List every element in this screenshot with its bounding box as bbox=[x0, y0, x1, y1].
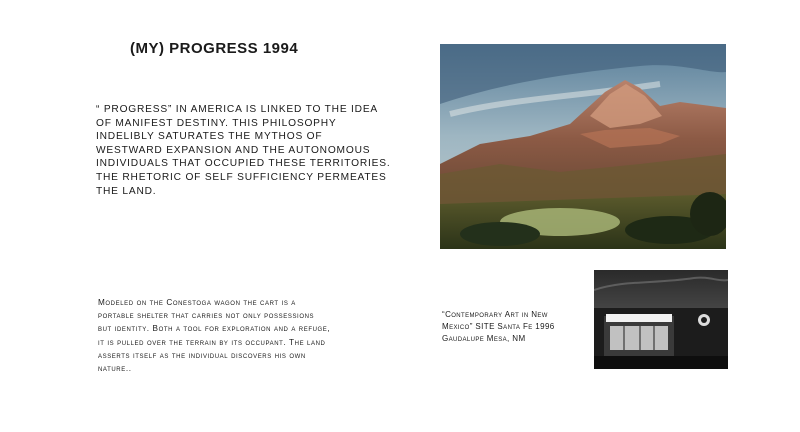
mountain-photo bbox=[440, 44, 726, 249]
intro-paragraph: “ PROGRESS” IN AMERICA IS LINKED TO THE IDEA OF MANIFEST DESTINY. THIS PHILOSOPHY INDELIBLY SATURATES THE MYTHOS OF WESTWARD EXPANSION AND THE AUTONOMOUS INDIVIDUALS THAT OCCUPIED THESE TERRITORIES. THE RHETORIC OF SELF SUFFICIENCY PERMEATES THE LAND. bbox=[96, 104, 391, 197]
page-title: (MY) PROGRESS 1994 bbox=[130, 40, 299, 57]
gallery-building-photo bbox=[594, 270, 728, 369]
cart-description: Modeled on the Conestoga wagon the cart is a portable shelter that carries not only possessions but identity. Both a tool for exploration and a refuge, it is pulled over the terrain by its occupant. The land asserts itself as the individual discovers his own nature.. bbox=[98, 298, 331, 374]
photo-caption: “Contemporary Art in New Mexico” SITE Santa Fe 1996 Gaudalupe Mesa, NM bbox=[442, 310, 555, 343]
